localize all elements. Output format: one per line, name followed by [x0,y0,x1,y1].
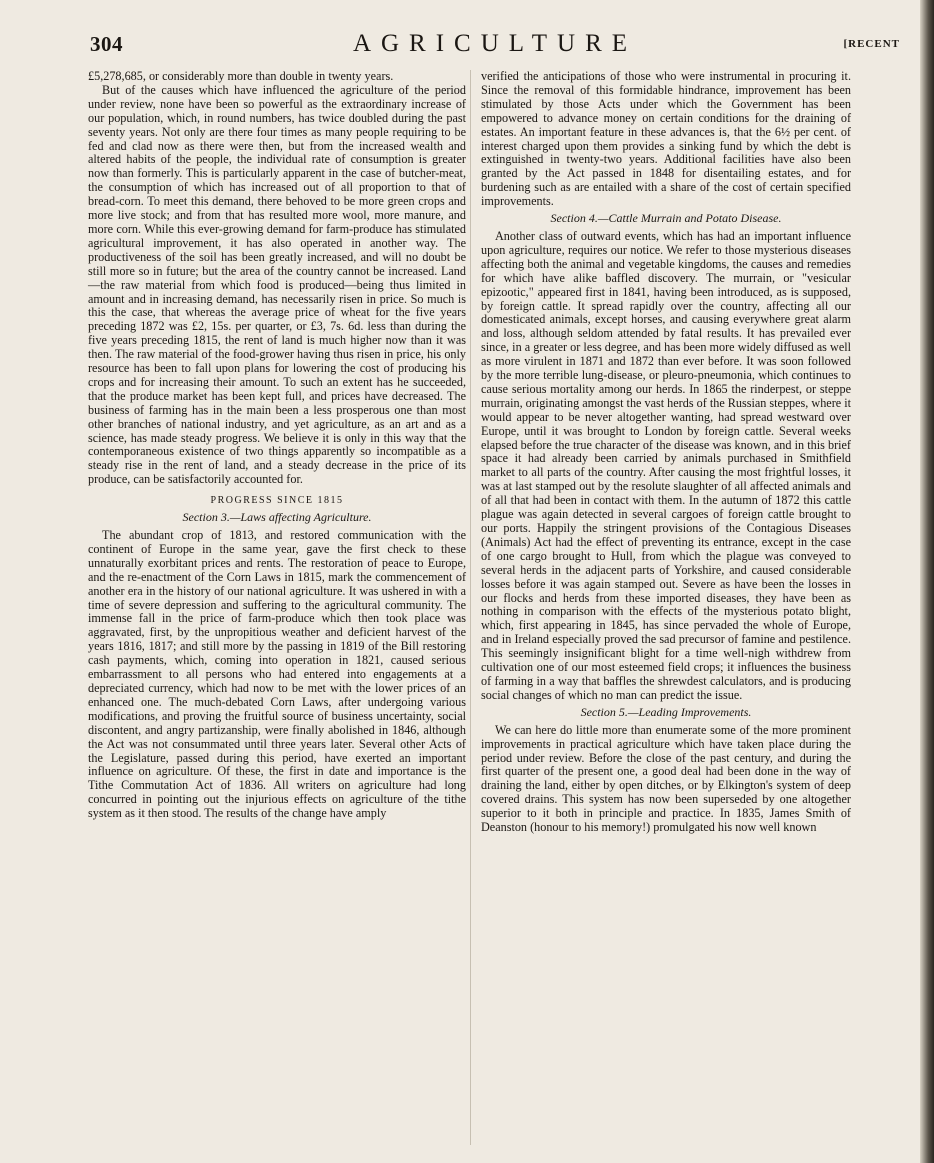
paragraph: We can here do little more than enumerate some of the more prominent improvements in practical agriculture which have taken place during the period under review. Before the close of the past century, and during the first quarter of the present one, a good deal had been done in the way of draining the land, either by open ditches, or by Elkington's system of deep covered drains. This system has now been superseded by one altogether superior to it both in principle and practice. In 1835, James Smith of Deanston (honour to his memory!) promulgated his now well known [481,722,851,835]
paragraph: But of the causes which have influenced the agriculture of the period under review, none have been so powerful as the extraordinary increase of our population, which, in round numbers, has twice doubled during the past seventy years. Not only are there four times as many people requiring to be fed and clad now as there were then, but from the increased wealth and altered habits of the people, the individual rate of consumption is greater now than formerly. This is particularly apparent in the case of butcher-meat, the consumption of which has increased out of all proportion to that of bread-corn. To meet this demand, there behoved to be more green crops and more live stock; and from that has resulted more wool, more manure, and more corn. While this ever-growing demand for farm-produce has stimulated agricultural improvement, it has also operated in another way. The productiveness of the soil has been greatly increased, and will no doubt be still more so in future; but the area of the country cannot be increased. Land—the raw material from which food is produced—being thus limited in amount and in increasing demand, has necessarily risen in price. So much is this the case, that whereas the average price of wheat for the five years preceding 1872 was £2, 15s. per quarter, or £3, 7s. 6d. less than during the five years preceding 1815, the rent of land is much higher now than it was then. The raw material of the food-grower having thus risen in price, his only resource has been to fall upon plans for lowering the cost of producing his crops and for increasing their amount. To such an extent has he succeeded, that the produce market has been kept full, and prices have decreased. The business of farming has in the main been a less prosperous one than most other branches of national industry, and yet agriculture, as an art and as a science, has made steady progress. We believe it is only in this way that the contemporaneous existence of two things apparently so incompatible as a steady rise in the rent of land, and a steady decrease in the price of its produce, can be satisfactorily accounted for. [88,82,466,487]
column-divider [470,70,471,1145]
paragraph: The abundant crop of 1813, and restored communication with the continent of Europe in the same year, gave the first check to these unnaturally exorbitant prices and rents. The restoration of peace to Europe, and the re-enactment of the Corn Laws in 1815, mark the commencement of another era in the history of our national agriculture. It was ushered in with a time of severe depression and suffering to the agricultural community. The immense fall in the price of farm-produce which then took place was aggravated, first, by the unpropitious weather and deficient harvest of the years 1816, 1817; and still more by the passing in 1819 of the Bill restoring cash payments, which, coming into operation in 1821, caused serious embarrassment to all persons who had entered into engagements at a depreciated currency, which had now to be met with the lower prices of an enhanced one. The much-debated Corn Laws, after undergoing various modifications, and proving the fruitful source of business uncertainty, social discontent, and angry partizanship, were finally abolished in 1846, although the Act was not consummated until three years later. Several other Acts of the Legislature, passed during this period, have exerted an important influence on agriculture. Of these, the first in date and importance is the Tithe Commutation Act of 1836. All writers on agriculture had long concurred in pointing out the injurious effects on agriculture of the tithe system as it then stood. The results of the change have amply [88,528,466,821]
running-head [90,30,900,62]
section-heading: Section 4.—Cattle Murrain and Potato Disease. [550,211,782,226]
paragraph: Another class of outward events, which has had an important influence upon agriculture, requires our notice. We refer to those mysterious diseases affecting both the animal and vegetable kingdoms, the causes and remedies for which have alike baffled discovery. The murrain, or "vesicular epizootic," appeared first in 1841, having been introduced, as is supposed, by foreign cattle. It spread rapidly over the country, affecting all our domesticated animals, except horses, and causing everywhere great alarm and loss, although seldom attended by fatal results. It has prevailed ever since, in a greater or less degree, and has been more widely diffused as well as more virulent in 1871 and 1872 than ever before. It was soon followed by the more terrible lung-disease, or pleuro-pneumonia, which continues to cause serious mortality among our herds. In 1865 the rinderpest, or steppe murrain, originating amongst the vast herds of the Russian steppes, where it would appear to be never altogether wanting, had spread westward over Europe, until it was brought to London by foreign cattle. Several weeks elapsed before the true character of the disease was known, and in this brief space it had already been carried by animals purchased in Smithfield market to all parts of the country. After causing the most frightful losses, it was at last stamped out by the resolute slaughter of all affected animals and of all that had been in contact with them. In the autumn of 1872 this cattle plague was again detected in several cargoes of foreign cattle brought to our ports. Happily the stringent provisions of the Contagious Diseases (Animals) Act had the effect of preventing its entrance, except in the case of one cargo brought to Hull, from which the plague was conveyed to several herds in the adjacent parts of Yorkshire, and caused considerable losses before it was again stamped out. Severe as have been the losses in our flocks and herds from these imported diseases, they have been as nothing in comparison with the effects of the mysterious potato blight, which, first appearing in 1845, has since pervaded the whole of Europe, and in Ireland especially proved the sad precursor of famine and pestilence. This seemingly insignificant blight for a time well-nigh withdrew from cultivation one of our most esteemed field crops; it influences the business of farming in a way that baffles the shrewdest calculators, and is producing social changes of which no man can predict the issue. [481,228,851,702]
paragraph: £5,278,685, or considerably more than double in twenty years. [88,69,394,83]
page-binding-edge [920,0,934,1163]
right-column [481,70,851,835]
paragraph: verified the anticipations of those who were instrumental in procuring it. Since the removal of this formidable hindrance, improvement has been stimulated by those Acts under which the Government has been empowered to advance money on certain conditions for the draining of estates. An important feature in these advances is, that the 6½ per cent. of interest charged upon them provides a sinking fund by which the debt is extinguished in twenty-two years. Additional facilities have also been granted by the Act passed in 1848 for disentailing estates, and for burdening such as are entailed with a share of the cost of certain specified improvements. [481,69,851,209]
subheading: PROGRESS SINCE 1815 [210,495,344,507]
page-title: AGRICULTURE [352,30,638,57]
running-head-right: [RECENT [843,38,900,50]
page-number: 304 [90,32,123,56]
section-heading: Section 3.—Laws affecting Agriculture. [182,510,372,525]
section-heading: Section 5.—Leading Improvements. [580,704,752,719]
left-column [88,70,466,821]
